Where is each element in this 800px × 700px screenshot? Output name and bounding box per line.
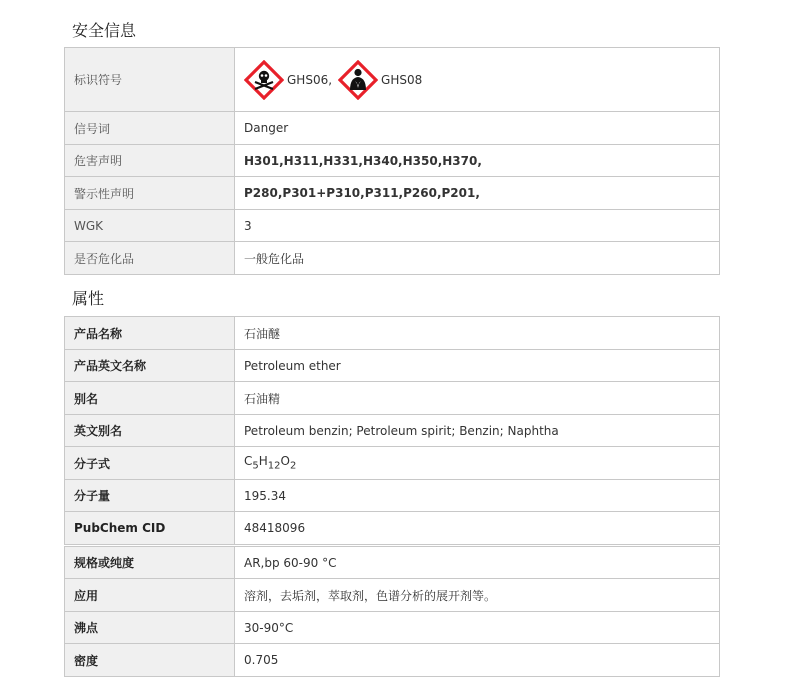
table-row [65,48,720,112]
health-hazard-icon [338,60,378,100]
english-alias-value: Petroleum benzin; Petroleum spirit; Benzin; Naphtha [235,415,720,447]
properties-table [64,316,720,545]
dangerous-value: 一般危化品 [235,242,720,275]
formula-h: H [258,454,268,469]
grade-value: AR,bp 60-90 °C [235,547,720,579]
application-value: 溶剂，去垢剂，萃取剂，色谱分析的展开剂等。 [235,579,720,612]
boiling-point-label: 沸点 [65,612,235,644]
table-row [65,382,720,415]
properties-section-title: 属性 [72,289,105,308]
symbol-label: 标识符号 [65,48,235,112]
precaution-label: 警示性声明 [65,177,235,210]
formula-h-sub: 12 [267,460,281,472]
application-label: 应用 [65,579,235,612]
table-row [65,145,720,177]
signal-value: Danger [235,112,720,145]
density-value: 0.705 [235,644,720,677]
formula-c: C [244,454,253,469]
signal-label: 信号词 [65,112,235,145]
alias-label: 别名 [65,382,235,415]
ghs08-pictogram [338,60,422,100]
ghs06-pictogram [244,60,332,100]
precaution-codes-link[interactable]: P280,P301+P310,P311,P260,P201, [235,177,720,210]
pubchem-value: 48418096 [235,512,720,545]
molecular-weight-value: 195.34 [235,480,720,512]
table-row [65,512,720,545]
formula-o-sub: 2 [289,460,297,472]
table-row [65,612,720,644]
english-alias-label: 英文别名 [65,415,235,447]
table-row [65,317,720,350]
hazard-codes-link[interactable]: H301,H311,H331,H340,H350,H370, [235,145,720,177]
table-row [65,177,720,210]
ghs08-code: GHS08 [381,72,423,87]
grade-label: 规格或纯度 [65,547,235,579]
table-row [65,579,720,612]
wgk-value: 3 [235,210,720,242]
table-row [65,415,720,447]
table-row [65,480,720,512]
product-name-value: 石油醚 [235,317,720,350]
alias-value: 石油精 [235,382,720,415]
molecular-weight-label: 分子量 [65,480,235,512]
formula-o: O [280,454,290,469]
wgk-label: WGK [65,210,235,242]
formula-label: 分子式 [65,447,235,480]
english-name-label: 产品英文名称 [65,350,235,382]
table-row [65,112,720,145]
symbol-value [235,48,720,112]
ghs06-code: GHS06, [287,72,333,87]
dangerous-label: 是否危化品 [65,242,235,275]
table-row [65,644,720,677]
boiling-point-value: 30-90°C [235,612,720,644]
table-row [65,350,720,382]
english-name-value: Petroleum ether [235,350,720,382]
formula-value [235,447,720,480]
table-row [65,210,720,242]
density-label: 密度 [65,644,235,677]
safety-table [64,47,720,275]
table-row [65,547,720,579]
skull-crossbones-icon [244,60,284,100]
formula-c-sub: 5 [252,460,259,472]
specs-table [64,546,720,677]
pubchem-label: PubChem CID [65,512,235,545]
table-row [65,242,720,275]
hazard-label: 危害声明 [65,145,235,177]
table-row [65,447,720,480]
product-name-label: 产品名称 [65,317,235,350]
safety-section-title: 安全信息 [72,21,137,40]
